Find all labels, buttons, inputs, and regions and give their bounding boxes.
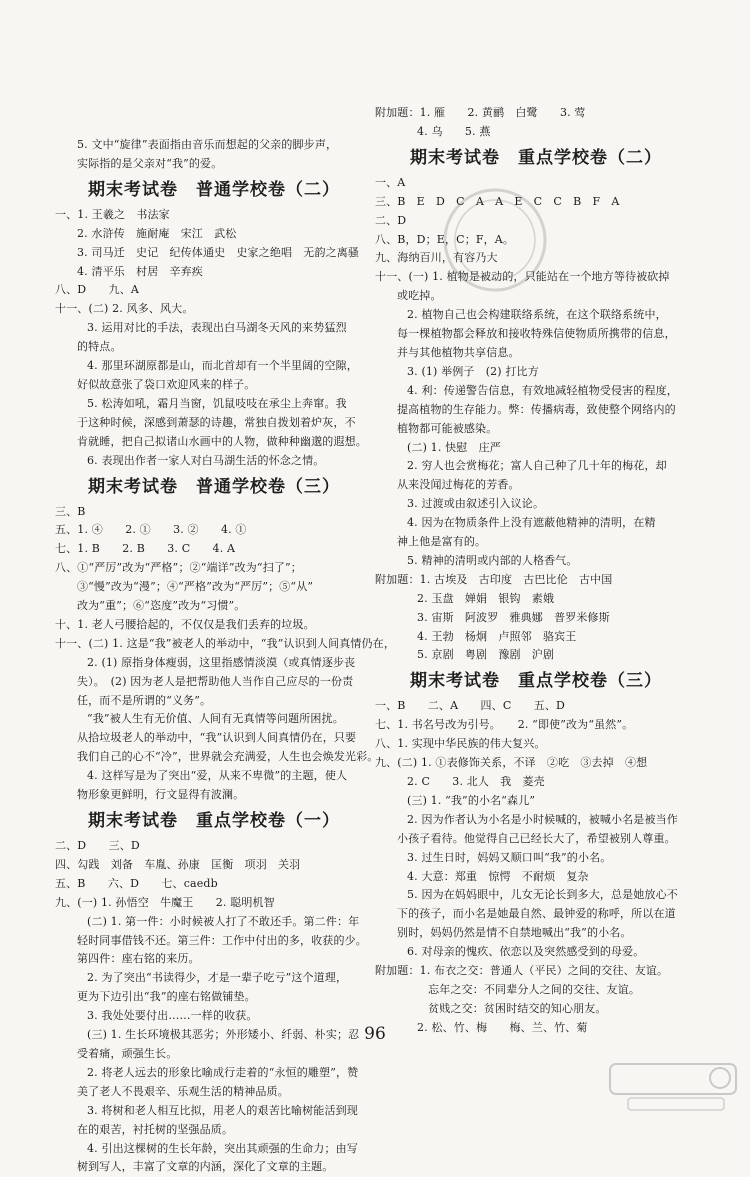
answer-line: 小孩子看待。他觉得自己已经长大了，希望被别人尊重。 <box>397 831 676 845</box>
answer-line: 6. 对母亲的愧疚、依恋以及突然感受到的母爱。 <box>407 945 645 959</box>
answer-line: 失）。 (2) 因为老人是把帮助他人当作自己应尽的一份责 <box>77 674 354 688</box>
answer-line: 3. 过渡或由叙述引入议论。 <box>407 497 545 511</box>
answer-line: 4. 乌 5. 燕 <box>417 124 491 138</box>
section-heading: 期末考试卷 重点学校卷（三） <box>410 671 662 692</box>
answer-line: (三) 1. “我”的小名“森儿” <box>407 793 536 807</box>
answer-line: 3. (1) 举例子 (2) 打比方 <box>407 364 539 378</box>
answer-line: 我们自己的心不“冷”，世界就会充满爱，人生也会焕发光彩。 <box>77 750 379 764</box>
answer-line: 2. 松、竹、梅 梅、兰、竹、菊 <box>417 1020 588 1034</box>
answer-line: 第四件：座右铭的来历。 <box>77 952 200 966</box>
answer-line: 十一、(二) 2. 风多、风大。 <box>55 302 194 316</box>
answer-line: 实际指的是父亲对“我”的爱。 <box>77 156 223 170</box>
site-watermark-logo <box>608 1060 738 1114</box>
answer-line: 2. 植物自己也会构建联络系统，在这个联络系统中， <box>407 308 667 322</box>
section-heading: 期末考试卷 重点学校卷（一） <box>88 811 340 831</box>
section-heading <box>55 104 373 136</box>
answer-line: 二、D 三、D <box>55 839 140 852</box>
answer-line: 从拾垃圾老人的举动中，“我”认识到人间真情仍在，只要 <box>77 731 357 745</box>
answer-line: 二、D <box>375 213 407 227</box>
answer-line: 神上他是富有的。 <box>397 535 487 549</box>
answer-line: 四、勾践 刘备 车胤、孙康 匡衡 项羽 关羽 <box>55 857 301 871</box>
answer-line: 附加题：1. 布衣之交：普通人（平民）之间的交往、友谊。 <box>375 964 669 978</box>
answer-line: 4. 大意：郑重 惊愕 不耐烦 复杂 <box>407 869 589 883</box>
answer-line: 2. C 3. 北人 我 菱壳 <box>407 775 545 788</box>
answer-line: 3. 宙斯 阿波罗 雅典娜 普罗米修斯 <box>417 610 610 624</box>
answer-line: 4. 引出这棵树的生长年龄，突出其顽强的生命力；由写 <box>87 1141 358 1155</box>
answer-line: 别时，妈妈仍然是情不自禁地喊出“我”的小名。 <box>397 926 632 940</box>
answer-line: (二) 1. 第一件：小时候被人打了不敢还手。第二件：年 <box>87 914 360 928</box>
answer-line: 4. 王勃 杨炯 卢照邻 骆宾王 <box>417 629 577 643</box>
answer-line: 3. 我处处要付出……一样的收获。 <box>87 1009 258 1023</box>
answer-line: “我”被人生有无价值、人间有无真情等问题所困扰。 <box>87 712 344 726</box>
answer-line: 附加题：1. 雁 2. 黄鹂 白鹭 3. 莺 <box>375 106 586 119</box>
page-number: 96 <box>364 1024 386 1044</box>
answer-line: 的特点。 <box>77 340 122 354</box>
answer-line: 5. 精神的清明或内部的人格香气。 <box>407 553 578 567</box>
answer-line: 一、1. 王羲之 书法家 <box>55 207 170 221</box>
answer-line: 附加题：1. 古埃及 古印度 古巴比伦 古中国 <box>375 572 613 586</box>
answer-line: 5. 文中“旋律”表面指由音乐而想起的父亲的脚步声， <box>77 138 338 151</box>
answer-line: 肯就睡，把自己拟诸山水画中的人物，做种种幽邈的遐想。 <box>77 434 367 448</box>
section-heading: 期末考试卷 重点学校卷（二） <box>410 147 662 168</box>
answer-line: 提高植物的生存能力。弊：传播病毒，致使整个网络内的 <box>397 402 676 416</box>
answer-line: 4. 利：传递警告信息，有效地减轻植物受侵害的程度， <box>407 383 678 397</box>
answer-line: 在的艰苦，衬托树的坚强品质。 <box>77 1122 234 1136</box>
answer-line: 三、B <box>55 504 86 518</box>
answer-line: 好似故意张了袋口欢迎风来的样子。 <box>77 377 256 391</box>
answer-line: 受着痛，顽强生长。 <box>77 1046 178 1060</box>
answer-line: 2. 玉盘 婵娟 银钩 素娥 <box>417 591 555 605</box>
answer-line: 七、1. 书名号改为引号。 2. “即使”改为“虽然”。 <box>375 718 634 732</box>
answer-line: 或吃掉。 <box>397 289 442 303</box>
answer-line: 5. 松涛如吼，霜月当窗，饥鼠吱吱在承尘上奔窜。我 <box>87 396 347 410</box>
answer-line: 九、(二) 1. ①表修饰关系，不译 ②吃 ③去掉 ④想 <box>375 756 648 770</box>
answer-line: 3. 运用对比的手法，表现出白马湖冬天风的来势猛烈 <box>87 321 347 335</box>
answer-line: (二) 1. 快慰 庄严 <box>407 440 501 454</box>
answer-line: (三) 1. 生长环境极其恶劣；外形矮小、纤弱、朴实；忍 <box>87 1028 360 1042</box>
answer-line: 贫贱之交：贫困时结交的知心朋友。 <box>417 1001 607 1015</box>
answer-line: 下的孩子，而小名是她最自然、最钟爱的称呼，所以在道 <box>397 907 676 921</box>
answer-line: 从来没闻过梅花的芳香。 <box>397 478 520 492</box>
answer-line: 八、①“严厉”改为“严格”；②“端详”改为“扫了”； <box>55 561 302 575</box>
answer-line: 2. 因为作者认为小名是小时候喊的，被喊小名是被当作 <box>407 812 678 826</box>
answer-line: 美了老人不畏艰辛、乐观生活的精神品质。 <box>77 1084 289 1098</box>
answer-line: 十、1. 老人弓腰拾起的，不仅仅是我们丢弃的垃圾。 <box>55 617 315 631</box>
answer-line: 改为“重”；⑥“恣度”改为“习惯”。 <box>77 599 246 613</box>
answer-line: 八、1. 实现中华民族的伟大复兴。 <box>375 737 546 751</box>
answer-line: 5. 京剧 粤剧 豫剧 沪剧 <box>417 648 555 662</box>
answer-line: 每一棵植物都会释放和接收特殊信使物质所携带的信息， <box>397 327 676 341</box>
answer-line: 3. 司马迁 史记 纪传体通史 史家之绝唱 无韵之离骚 <box>77 245 360 259</box>
answer-line: 一、B 二、A 四、C 五、D <box>375 699 565 713</box>
answer-line: 2. 为了突出“书读得少，才是一辈子吃亏”这个道理， <box>87 971 348 985</box>
answer-line: 4. 这样写是为了突出“爱，从来不卑微”的主题，使人 <box>87 769 348 783</box>
answer-line: 树到写人，丰富了文章的内涵，深化了文章的主题。 <box>77 1160 334 1174</box>
answer-line: ③“慢”改为“漫”；④“严格”改为“严厉”；⑤“从” <box>77 580 314 594</box>
answer-line: 忘年之交：不同辈分人之间的交往、友谊。 <box>417 982 640 996</box>
answer-line: 七、1. B 2. B 3. C 4. A <box>55 542 236 556</box>
stamp-watermark <box>440 185 550 295</box>
answer-line: 4. 因为在物质条件上没有遮蔽他精神的清明，在精 <box>407 516 656 530</box>
answer-line: 植物都可能被感染。 <box>397 421 498 435</box>
answer-line: 5. 因为在妈妈眼中，儿女无论长到多大，总是她放心不 <box>407 888 678 902</box>
answer-line: 物形象更鲜明，行文显得有波澜。 <box>77 788 245 802</box>
answer-line: 九、海纳百川，有容乃大 <box>375 251 498 265</box>
answer-line: 4. 那里环湖原都是山，而北首却有一个半里阔的空隙， <box>87 359 358 373</box>
answer-line: 八、D 九、A <box>55 283 139 297</box>
answer-line: 更为下边引出“我”的座右铭做铺垫。 <box>77 990 256 1004</box>
answer-line: 3. 将树和老人相互比拟，用老人的艰苦比喻树能活到现 <box>87 1103 358 1117</box>
answer-line: 并与其他植物共享信息。 <box>397 345 520 359</box>
answer-line: 于这种时候，深感到萧瑟的诗趣，常独自拨划着炉灰，不 <box>77 415 356 429</box>
answer-line: 五、B 六、D 七、caedb <box>55 876 218 890</box>
section-heading: 期末考试卷 普通学校卷（二） <box>88 179 340 200</box>
answer-line: 五、1. ④ 2. ① 3. ② 4. ① <box>55 523 247 537</box>
answer-line: 2. 将老人远去的形象比喻成行走着的“永恒的雕塑”，赞 <box>87 1065 359 1079</box>
answer-line: 2. (1) 原指身体瘦弱，这里指感情淡漠（或真情逐步丧 <box>87 655 356 669</box>
answer-line: 三、B E D C A A E C C B F A <box>375 194 620 208</box>
answer-line: 2. 水浒传 施耐庵 宋江 武松 <box>77 226 237 240</box>
answer-line: 6. 表现出作者一家人对白马湖生活的怀念之情。 <box>87 453 325 467</box>
answer-line: 九、(一) 1. 孙悟空 牛魔王 2. 聪明机智 <box>55 895 275 909</box>
answer-line: 4. 清平乐 村居 辛弃疾 <box>77 264 203 278</box>
answer-line: 轻时同事借钱不还。第三件：工作中付出的多，收获的少。 <box>77 933 367 947</box>
answer-line: 十一、(一) 1. 植物是被动的，只能站在一个地方等待被砍掉 <box>375 270 670 284</box>
answer-line: 2. 穷人也会赏梅花；富人自己种了几十年的梅花，却 <box>407 459 667 473</box>
answer-line: 八、B，D；E，C；F，A。 <box>375 232 515 246</box>
answer-line: 十一、(二) 1. 这是“我”被老人的举动中，“我”认识到人间真情仍在， <box>55 636 395 650</box>
section-heading: 期末考试卷 普通学校卷（三） <box>88 476 340 497</box>
answer-line: 一、A <box>375 175 406 189</box>
answer-line: 3. 过生日时，妈妈又顺口叫“我”的小名。 <box>407 850 612 864</box>
answer-line: 任，而不是所谓的“义务”。 <box>77 693 212 707</box>
